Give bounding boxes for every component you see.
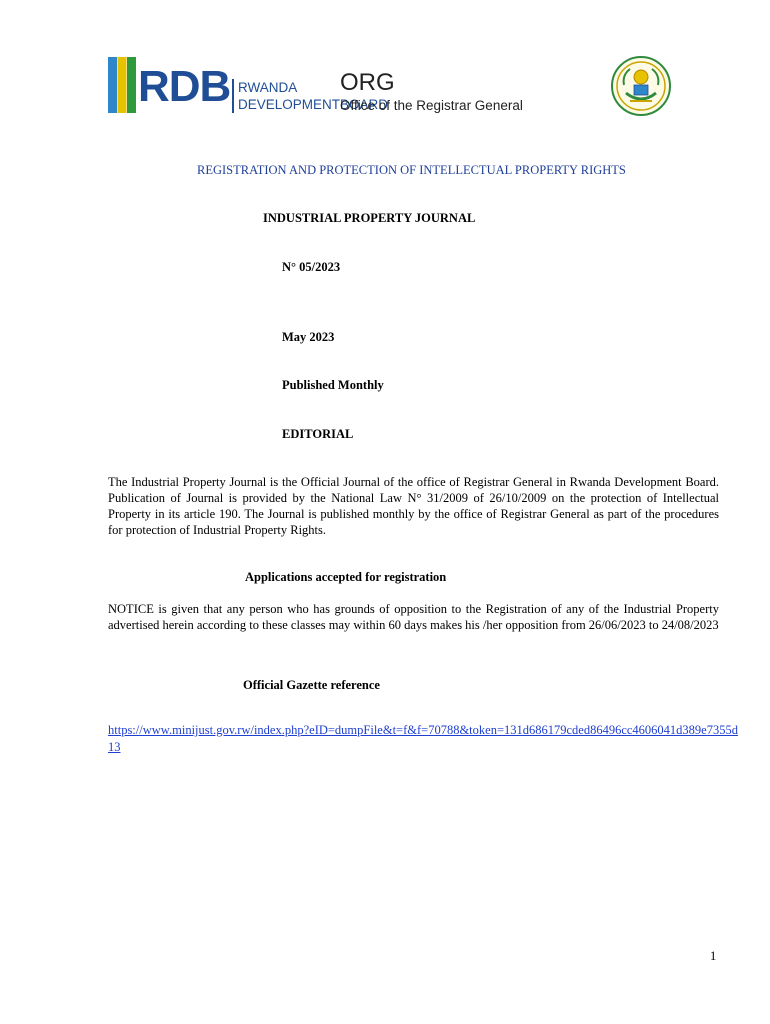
org-logo — [340, 70, 540, 115]
applications-heading: Applications accepted for registration — [245, 570, 447, 584]
rdb-logo-letters: RDB — [138, 62, 231, 111]
rwanda-coat-of-arms-icon — [610, 55, 672, 117]
rdb-name-line1: RWANDA — [238, 80, 298, 95]
publication-frequency: Published Monthly — [282, 378, 384, 392]
gazette-heading: Official Gazette reference — [243, 678, 380, 692]
rwanda-flag-bars-icon — [108, 57, 136, 113]
editorial-paragraph: The Industrial Property Journal is the Official Journal of the office of Registrar General in Rwanda Development Board. Publication of Journal is provided by the National Law N° 31/2009 of 26/10/2009 on the protection of Intellectual Property in its article 190. The Journal is published monthly by the office of Registrar General as part of the procedures for protection of Industrial Property Rights. — [108, 475, 719, 537]
main-heading: REGISTRATION AND PROTECTION OF INTELLECTUAL PROPERTY RIGHTS — [197, 163, 626, 177]
issue-date: May 2023 — [282, 330, 335, 344]
rdb-name-line2: DEVELOPMENTBOARD — [238, 97, 389, 112]
rdb-logo-separator — [232, 79, 234, 113]
org-logo-title: ORG — [340, 69, 395, 96]
journal-title: INDUSTRIAL PROPERTY JOURNAL — [263, 211, 476, 225]
org-logo-subtitle: Office of the Registrar General — [340, 98, 523, 113]
issue-number: N° 05/2023 — [282, 260, 341, 274]
notice-paragraph: NOTICE is given that any person who has grounds of opposition to the Registration of any of the Industrial Property advertised herein according to these classes may within 60 days makes his /her opposition from 26/06/2023 to 24/08/2023 — [108, 602, 719, 632]
page-number: 1 — [710, 949, 717, 963]
gazette-link[interactable]: https://www.minijust.gov.rw/index.php?eID=dumpFile&t=f&f=70788&token=131d686179cded86496cc4606041d389e7355d13 — [108, 723, 738, 754]
editorial-heading: EDITORIAL — [282, 427, 354, 441]
